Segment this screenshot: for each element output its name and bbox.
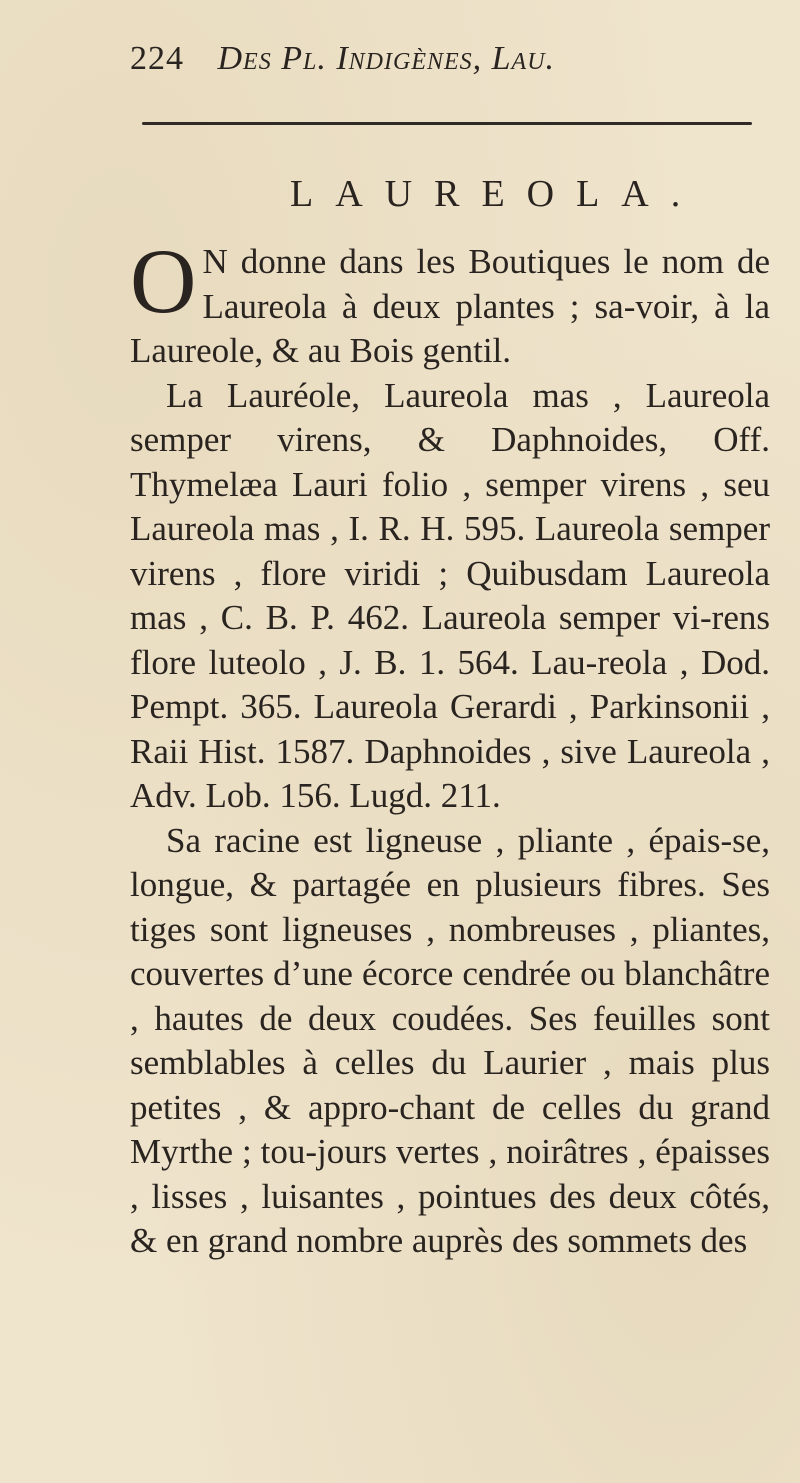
intro-paragraph bbox=[130, 230, 770, 374]
running-header bbox=[130, 40, 770, 78]
section-title: LAUREOLA. bbox=[290, 173, 703, 215]
intro-text: N donne dans les Boutiques le nom de Laureola à deux plantes ; sa-voir, à la Laureole, & au Bois gentil. bbox=[130, 242, 770, 370]
page-number: 224 bbox=[130, 40, 184, 77]
drop-cap: O bbox=[130, 230, 197, 332]
running-title: Des Pl. Indigènes, Lau. bbox=[217, 40, 556, 77]
header-rule bbox=[142, 122, 752, 125]
body-text bbox=[130, 230, 770, 1264]
synonyms-paragraph: La Lauréole, Laureola mas , Laureola semper virens, & Daphnoides, Off. Thymelæa Lauri folio , semper virens , seu Laureola mas , I. R. H. 595. Laureola semper virens , flore viridi ; Quibusdam Laureola mas , C. B. P. 462. Laureola semper vi-rens flore luteolo , J. B. 1. 564. Lau-reola , Dod. Pempt. 365. Laureola Gerardi , Parkinsonii , Raii Hist. 1587. Daphnoides , sive Laureola , Adv. Lob. 156. Lugd. 211. bbox=[130, 375, 770, 815]
description-paragraph: Sa racine est ligneuse , pliante , épais-se, longue, & partagée en plusieurs fibres. Ses tiges sont ligneuses , nombreuses , pliantes, couvertes d’une écorce cendrée ou blanchâtre , hautes de deux coudées. Ses feuilles sont semblables à celles du Laurier , mais plus petites , & appro-chant de celles du grand Myrthe ; tou-jours vertes , noirâtres , épaisses , lisses , luisantes , pointues des deux côtés, & en grand nombre auprès des sommets des bbox=[130, 820, 770, 1260]
